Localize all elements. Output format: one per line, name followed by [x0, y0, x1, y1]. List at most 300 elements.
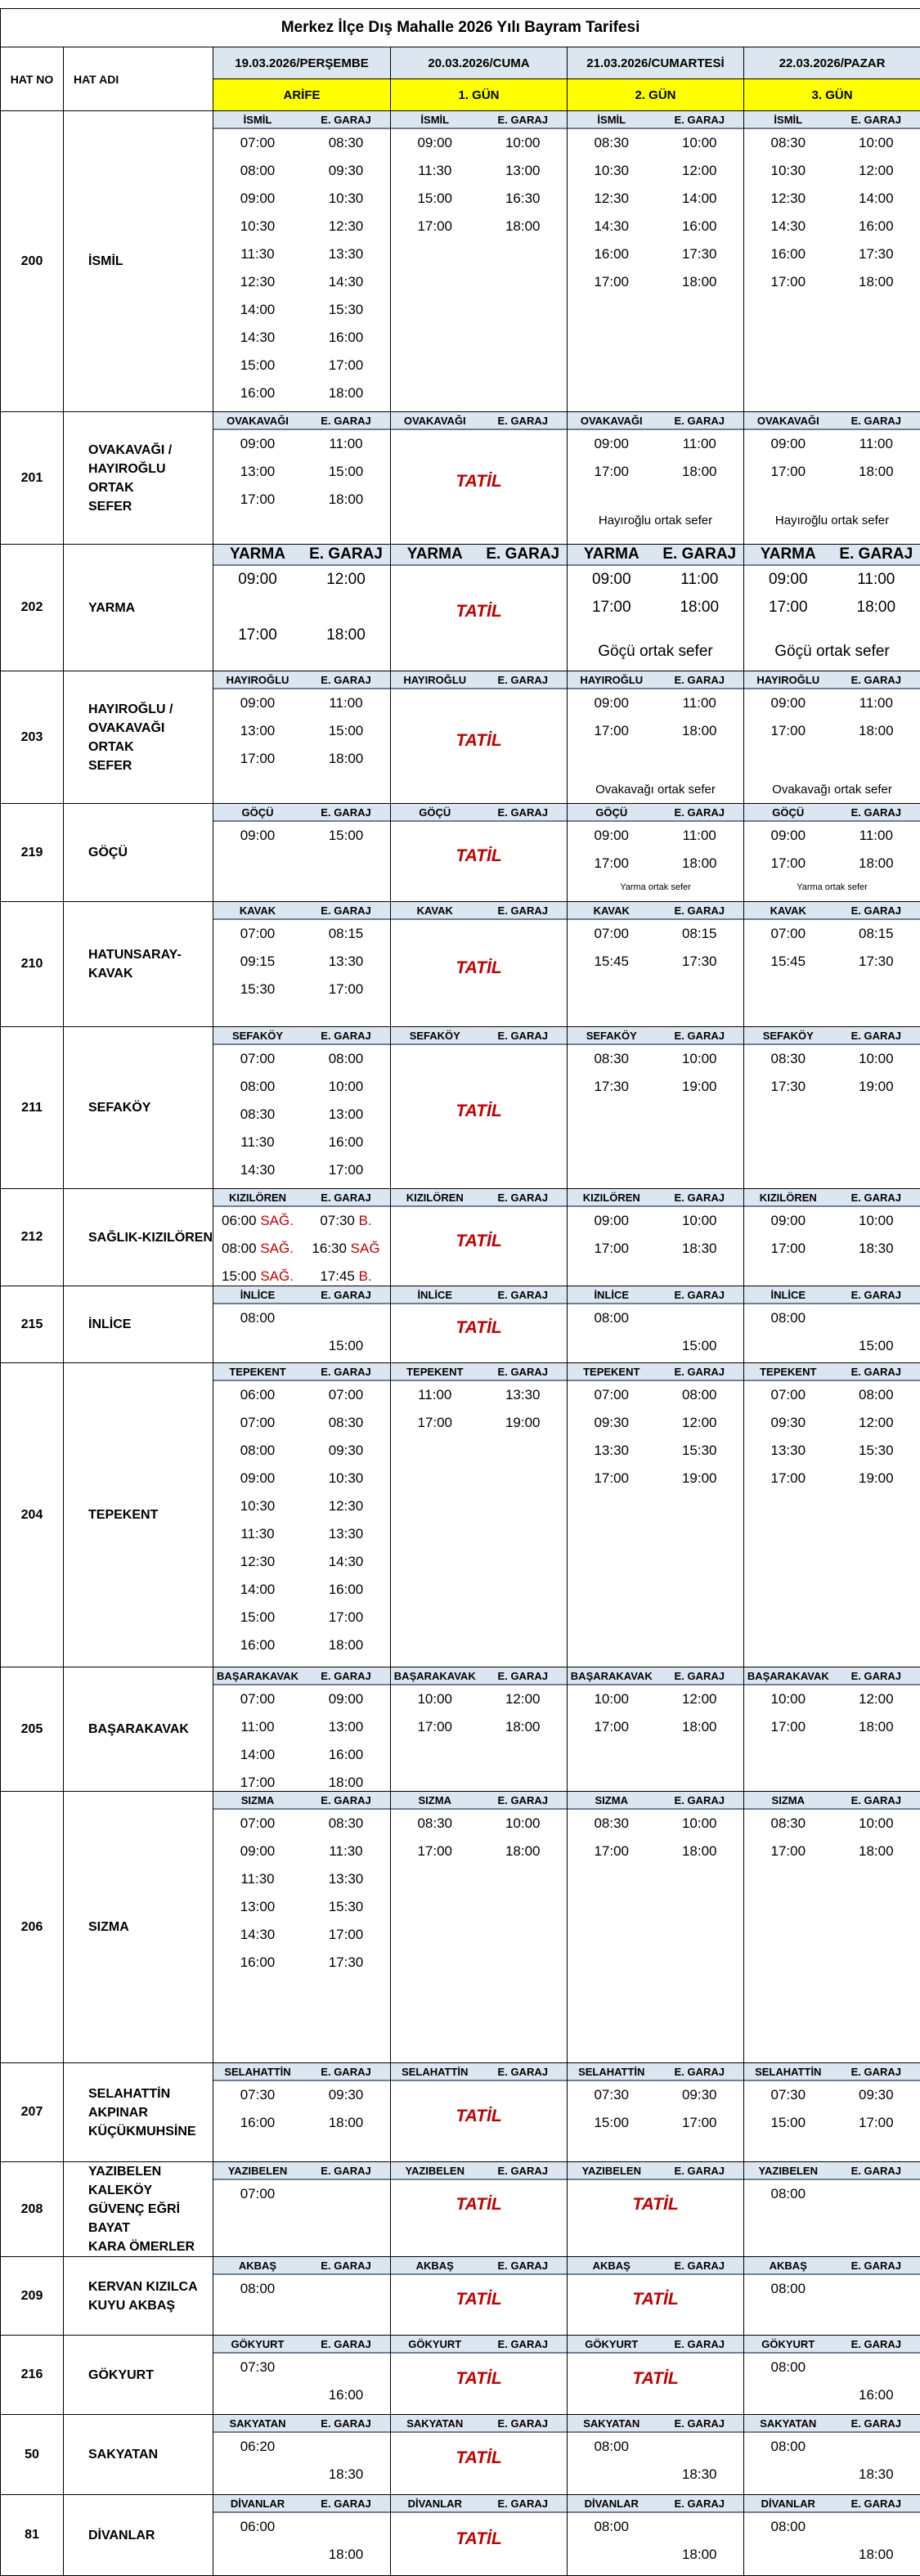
arrival-time: 15:30: [656, 1443, 744, 1459]
arrival-time: 10:30: [302, 1470, 390, 1487]
destination-stop: E. GARAJ: [479, 1794, 568, 1806]
departure-times: [744, 1381, 920, 1492]
arrival-time: 13:30: [302, 1526, 390, 1542]
hat-name: [64, 1027, 213, 1189]
origin-stop: İNLİCE: [391, 1289, 479, 1301]
stop-header: [744, 1667, 920, 1685]
departure-row: [744, 2433, 920, 2461]
arrival-time: 16:00: [302, 1134, 390, 1151]
stop-header: [744, 2415, 920, 2433]
day-schedule-cell: [213, 804, 391, 902]
destination-stop: E. GARAJ: [479, 2417, 568, 2430]
day-schedule-cell: [213, 1792, 391, 2063]
stop-header: [391, 804, 567, 822]
departure-time: 07:00: [213, 1815, 302, 1832]
destination-stop: E. GARAJ: [479, 1030, 568, 1042]
day-schedule: [391, 545, 567, 671]
departure-time: 15:00 SAĞ.: [213, 1268, 302, 1285]
arrival-time: 13:30: [302, 954, 390, 970]
departure-time: 09:00: [213, 1470, 302, 1487]
departure-times: [213, 2354, 390, 2409]
tatil-label: TATİL: [391, 1232, 567, 1251]
day-schedule: [744, 111, 920, 411]
day-schedule-cell: [213, 1667, 391, 1792]
destination-stop: E. GARAJ: [302, 1794, 390, 1806]
stop-header: [568, 671, 743, 689]
stop-header: [213, 1189, 390, 1207]
stop-header: [744, 671, 920, 689]
stop-header: [568, 2336, 743, 2354]
origin-stop: KIZILÖREN: [213, 1192, 302, 1204]
arrival-time: 18:00: [832, 464, 920, 480]
departure-time: 08:00: [213, 2281, 302, 2297]
departure-row: [213, 1381, 390, 1409]
day-schedule-cell: [568, 2162, 744, 2257]
tatil-label: TATİL: [391, 1318, 567, 1338]
stop-header: [744, 545, 920, 566]
departure-time: 14:30: [744, 218, 832, 235]
arrival-time: 10:00: [479, 1815, 568, 1832]
departure-time: 09:00: [744, 571, 832, 589]
departure-row: [744, 717, 920, 745]
day-schedule: [391, 2336, 567, 2414]
departure-time: 10:00: [568, 1691, 656, 1708]
arrival-time: 10:00: [656, 1051, 744, 1067]
departure-time: 06:20: [213, 2439, 302, 2455]
departure-time: 09:00: [744, 828, 832, 844]
departure-time: 14:30: [213, 1162, 302, 1178]
arrival-time: 10:00: [832, 135, 920, 151]
departure-times: [744, 2433, 920, 2488]
stop-header: [744, 412, 920, 430]
departure-times: [744, 2513, 920, 2569]
departure-time: 08:00: [744, 2281, 832, 2297]
departure-row: [213, 352, 390, 379]
day-schedule: [568, 902, 743, 1026]
route-row: [1, 2336, 920, 2415]
day-schedule-cell: [568, 2063, 744, 2162]
arrival-time: 14:30: [302, 1554, 390, 1570]
origin-stop: SELAHATTİN: [568, 2066, 656, 2078]
stop-header: [213, 1286, 390, 1304]
departure-time: 09:00: [213, 571, 302, 589]
hat-number: 202: [1, 545, 64, 671]
destination-stop: E. GARAJ: [479, 904, 568, 917]
day-schedule-cell: [568, 1667, 744, 1792]
day-schedule: [391, 2162, 567, 2240]
origin-stop: GÖÇÜ: [213, 806, 302, 819]
route-row: [1, 2257, 920, 2336]
day-schedule: [391, 1792, 567, 2062]
departure-time: 16:00: [213, 385, 302, 402]
origin-stop: SAKYATAN: [744, 2417, 832, 2430]
day-schedule-cell: [213, 2495, 391, 2576]
day-schedule: [568, 1792, 743, 2062]
arrival-time: 10:30: [302, 191, 390, 207]
day-schedule-cell: [744, 1189, 920, 1286]
departure-time: 11:30: [213, 246, 302, 263]
hat-number: 201: [1, 412, 64, 545]
departure-row: [213, 1045, 390, 1073]
departure-row: [744, 185, 920, 213]
stop-header: [213, 1363, 390, 1381]
departure-time: 11:30: [213, 1526, 302, 1542]
arrival-time: 10:00: [832, 1815, 920, 1832]
departure-row: [213, 1865, 390, 1893]
arrival-time: 18:00: [656, 2547, 744, 2563]
origin-stop: KAVAK: [744, 904, 832, 917]
hat-name-line: GÜVENÇ EĞRİ BAYAT: [88, 2200, 213, 2237]
departure-row: [213, 1409, 390, 1437]
stop-header: [744, 2336, 920, 2354]
departure-time: 06:00 SAĞ.: [213, 1213, 302, 1229]
day-schedule: [568, 1189, 743, 1286]
hat-name-line: GÖKYURT: [88, 2366, 213, 2385]
hat-name-line: BAŞARAKAVAK: [88, 1720, 213, 1739]
departure-time: 07:00: [213, 1415, 302, 1431]
day-schedule-cell: [391, 2063, 568, 2162]
shared-route-note: Göçü ortak sefer: [744, 643, 920, 661]
departure-time: 13:30: [744, 1443, 832, 1459]
stop-header: [568, 2162, 743, 2180]
destination-stop: E. GARAJ: [656, 806, 744, 819]
day-schedule-cell: [744, 1667, 920, 1792]
departure-time: 14:00: [213, 302, 302, 318]
destination-stop: E. GARAJ: [832, 1794, 920, 1806]
departure-row: [568, 1073, 743, 1101]
departure-time: 14:30: [568, 218, 656, 235]
destination-stop: E. GARAJ: [656, 2497, 744, 2510]
arrival-time: 11:00: [302, 436, 390, 452]
departure-row: [568, 1810, 743, 1838]
departure-row: [568, 1045, 743, 1073]
destination-stop: E. GARAJ: [832, 1670, 920, 1682]
departure-row: [744, 1045, 920, 1073]
destination-stop: E. GARAJ: [832, 2066, 920, 2078]
origin-stop: KAVAK: [568, 904, 656, 917]
departure-row: [744, 2381, 920, 2409]
arrival-time: 18:00: [656, 723, 744, 739]
departure-times: [744, 2354, 920, 2409]
destination-stop: E. GARAJ: [656, 1794, 744, 1806]
origin-stop: İSMİL: [744, 114, 832, 126]
shared-route-note: Göçü ortak sefer: [568, 643, 743, 661]
day-schedule: [568, 2495, 743, 2575]
stop-header: [213, 2415, 390, 2433]
departure-row: [213, 240, 390, 268]
departure-time: 10:30: [213, 218, 302, 235]
arrival-time: 10:00: [479, 135, 568, 151]
day-date: 20.03.2026/CUMA: [391, 47, 568, 79]
hat-name-line: OVAKAVAĞI ORTAK: [88, 719, 213, 756]
arrival-time: 11:00: [656, 828, 744, 844]
stop-header: [213, 1792, 390, 1810]
departure-time: 17:00: [568, 464, 656, 480]
departure-row: [391, 129, 567, 157]
arrival-time: 17:00: [302, 1162, 390, 1178]
day-schedule: [213, 1027, 390, 1188]
arrival-time: 11:00: [832, 695, 920, 711]
departure-row: [213, 920, 390, 948]
departure-row: [213, 1838, 390, 1865]
day-schedule: [213, 2063, 390, 2161]
departure-time: 15:00: [213, 1609, 302, 1626]
departure-times: [568, 689, 743, 745]
departure-row: [568, 850, 743, 877]
arrival-time: 13:00: [479, 163, 568, 179]
departure-time: 07:00: [744, 926, 832, 942]
destination-stop: E. GARAJ: [832, 2260, 920, 2272]
departure-time: 12:30: [213, 274, 302, 290]
stop-header: [744, 1792, 920, 1810]
arrival-time: 13:00: [302, 1106, 390, 1123]
destination-stop: E. GARAJ: [302, 674, 390, 686]
departure-time: 15:00: [391, 191, 479, 207]
departure-times: [744, 2275, 920, 2303]
tatil-label: TATİL: [391, 2107, 567, 2126]
hat-name-line: İNLİCE: [88, 1315, 213, 1334]
arrival-time: 17:30: [656, 954, 744, 970]
departure-time: 09:00: [213, 436, 302, 452]
arrival-time: 18:00: [832, 855, 920, 872]
hat-number: 209: [1, 2257, 64, 2336]
departure-row: [744, 2275, 920, 2303]
departure-times: [744, 129, 920, 296]
stop-suffix: SAĞ.: [260, 1268, 294, 1284]
destination-stop: E. GARAJ: [832, 415, 920, 427]
hat-name: [64, 111, 213, 412]
hat-name-line: SAKYATAN: [88, 2445, 213, 2464]
departure-time: 17:00: [213, 626, 302, 644]
tatil-label: TATİL: [391, 2195, 567, 2215]
departure-times: [568, 129, 743, 296]
origin-stop: İNLİCE: [744, 1289, 832, 1301]
origin-stop: YAZIBELEN: [391, 2165, 479, 2177]
destination-stop: E. GARAJ: [302, 2497, 390, 2510]
day-schedule-cell: [568, 1189, 744, 1286]
arrival-time: 10:00: [832, 1213, 920, 1229]
departure-time: 17:30: [744, 1079, 832, 1095]
departure-row: [213, 1437, 390, 1465]
origin-stop: YAZIBELEN: [744, 2165, 832, 2177]
route-row: [1, 1189, 920, 1286]
arrival-time: 18:00: [302, 2547, 390, 2563]
route-row: [1, 1792, 920, 2063]
shared-route-note: Hayıroğlu ortak sefer: [568, 514, 743, 527]
day-schedule-cell: [744, 902, 920, 1027]
day-schedule-cell: [391, 671, 568, 804]
tatil-label: TATİL: [391, 2448, 567, 2468]
stop-header: [568, 1189, 743, 1207]
departure-row: [568, 2541, 743, 2569]
departure-times: [744, 2180, 920, 2208]
departure-time: 11:00: [391, 1387, 479, 1403]
departure-row: [744, 213, 920, 240]
hat-name: [64, 2336, 213, 2415]
departure-times: [213, 2433, 390, 2488]
day-schedule-cell: [213, 2257, 391, 2336]
departure-time: 08:30: [744, 1051, 832, 1067]
hat-name: [64, 2495, 213, 2576]
day-schedule: [213, 1792, 390, 2062]
departure-row: [213, 1235, 390, 1263]
stop-header: [391, 1027, 567, 1045]
arrival-time: 16:00: [302, 2387, 390, 2403]
stop-header: [213, 545, 390, 566]
day-schedule: [744, 2162, 920, 2240]
origin-stop: DİVANLAR: [391, 2497, 479, 2510]
arrival-time: 10:00: [832, 1051, 920, 1067]
departure-time: 09:00: [213, 191, 302, 207]
departure-row: [568, 822, 743, 850]
tatil-label: TATİL: [568, 2195, 743, 2215]
departure-time: 17:00: [744, 855, 832, 872]
arrival-time: 14:00: [832, 191, 920, 207]
departure-times: [213, 2275, 390, 2303]
origin-stop: YARMA: [744, 545, 832, 563]
departure-times: [568, 1381, 743, 1492]
departure-time: 08:00: [568, 2439, 656, 2455]
arrival-time: 12:00: [656, 163, 744, 179]
departure-row: [568, 430, 743, 458]
departure-row: [744, 268, 920, 296]
arrival-time: 16:00: [302, 330, 390, 346]
arrival-time: 08:00: [302, 1051, 390, 1067]
departure-row: [744, 1304, 920, 1332]
departure-time: 17:00: [744, 464, 832, 480]
origin-stop: AKBAŞ: [744, 2260, 832, 2272]
day-schedule-cell: [213, 902, 391, 1027]
stop-header: [568, 804, 743, 822]
arrival-time: 08:15: [302, 926, 390, 942]
shared-route-note: Ovakavağı ortak sefer: [568, 783, 743, 797]
hat-name: [64, 1363, 213, 1667]
day-name: ARİFE: [213, 79, 391, 111]
origin-stop: SAKYATAN: [391, 2417, 479, 2430]
origin-stop: KIZILÖREN: [744, 1192, 832, 1204]
route-row: [1, 545, 920, 671]
departure-time: 17:00: [213, 1775, 302, 1791]
departure-row: [391, 1409, 567, 1437]
departure-times: [213, 566, 390, 649]
departure-row: [568, 2461, 743, 2488]
arrival-time: 18:00: [302, 491, 390, 508]
departure-time: 09:00: [744, 436, 832, 452]
departure-time: 09:00: [568, 571, 656, 589]
origin-stop: YARMA: [568, 545, 656, 563]
arrival-time: 18:00: [302, 2115, 390, 2131]
shared-route-note: Yarma ortak sefer: [568, 882, 743, 892]
arrival-time: 12:00: [832, 1691, 920, 1708]
arrival-time: 12:00: [832, 1415, 920, 1431]
origin-stop: SIZMA: [213, 1794, 302, 1806]
departure-row: [213, 324, 390, 352]
origin-stop: DİVANLAR: [568, 2497, 656, 2510]
departure-row: [213, 129, 390, 157]
hat-name: [64, 2415, 213, 2495]
destination-stop: E. GARAJ: [656, 545, 744, 563]
departure-time: 08:00: [568, 1310, 656, 1326]
day-schedule: [213, 1363, 390, 1667]
departure-times: [568, 2433, 743, 2488]
day-schedule: [213, 545, 390, 671]
destination-stop: E. GARAJ: [832, 904, 920, 917]
departure-row: [213, 1921, 390, 1949]
departure-row: [568, 1235, 743, 1263]
day-schedule-cell: [213, 2415, 391, 2495]
origin-stop: OVAKAVAĞI: [391, 415, 479, 427]
origin-stop: DİVANLAR: [744, 2497, 832, 2510]
stop-header: [213, 2336, 390, 2354]
departure-row: [744, 566, 920, 594]
destination-stop: E. GARAJ: [479, 415, 568, 427]
arrival-time: 11:00: [832, 571, 920, 589]
arrival-time: 16:00: [302, 1582, 390, 1598]
origin-stop: İSMİL: [391, 114, 479, 126]
departure-row: [744, 2541, 920, 2569]
arrival-time: 18:00: [656, 599, 744, 617]
stop-suffix: SAĞ: [351, 1241, 380, 1256]
departure-time: 07:00: [213, 135, 302, 151]
departure-time: 10:00: [391, 1691, 479, 1708]
destination-stop: E. GARAJ: [302, 904, 390, 917]
day-schedule: [391, 671, 567, 803]
departure-row: [568, 1332, 743, 1360]
day-schedule: [568, 2063, 743, 2161]
stop-header: [391, 2415, 567, 2433]
departure-row: [744, 157, 920, 185]
arrival-time: 14:00: [656, 191, 744, 207]
departure-row: [213, 2381, 390, 2409]
stop-header: [744, 1027, 920, 1045]
stop-header: [391, 902, 567, 920]
departure-row: [744, 1685, 920, 1713]
departure-time: 17:00: [568, 1470, 656, 1487]
destination-stop: E. GARAJ: [656, 2338, 744, 2350]
day-schedule-cell: [391, 1286, 568, 1363]
departure-time: 17:00: [568, 1241, 656, 1257]
departure-row: [744, 1465, 920, 1492]
departure-times: [213, 920, 390, 1003]
day-schedule-cell: [744, 545, 920, 671]
day-name: 3. GÜN: [744, 79, 920, 111]
origin-stop: SELAHATTİN: [391, 2066, 479, 2078]
day-schedule: [568, 671, 743, 803]
arrival-time: 08:00: [832, 1387, 920, 1403]
departure-row: [744, 822, 920, 850]
day-schedule-cell: [391, 1363, 568, 1667]
departure-row: [744, 850, 920, 877]
stop-header: [213, 804, 390, 822]
origin-stop: GÖÇÜ: [568, 806, 656, 819]
departure-row: [744, 594, 920, 622]
departure-time: 16:00: [744, 246, 832, 263]
arrival-time: 18:00: [479, 218, 568, 235]
origin-stop: SIZMA: [744, 1794, 832, 1806]
departure-row: [391, 157, 567, 185]
departure-time: 09:00: [568, 695, 656, 711]
origin-stop: KAVAK: [391, 904, 479, 917]
stop-header: [568, 1027, 743, 1045]
day-schedule-cell: [568, 1363, 744, 1667]
day-name: 2. GÜN: [568, 79, 744, 111]
departure-row: [744, 2354, 920, 2381]
departure-time: 12:30: [744, 191, 832, 207]
hat-number: 50: [1, 2415, 64, 2495]
departure-times: [213, 689, 390, 773]
hat-name-line: KUYU AKBAŞ: [88, 2296, 213, 2315]
tatil-label: TATİL: [391, 731, 567, 751]
